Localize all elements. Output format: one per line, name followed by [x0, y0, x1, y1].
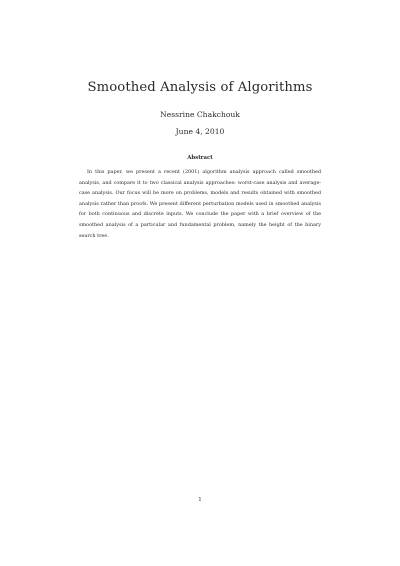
paper-title: Smoothed Analysis of Algorithms — [87, 80, 313, 95]
page-number: 1 — [198, 497, 202, 503]
author-name: Nessrine Chakchouk — [160, 110, 240, 119]
abstract-heading: Abstract — [187, 155, 213, 161]
abstract-text: In this paper, we present a recent (2001) algorithm analysis approach called smoothed analysis, and compare it to two classical analysis approaches: worst-case analysis and average-case analysis. Our focus will be more on problems, models and results obtained with smoothed analysis rather than proofs. We present different perturbation models used in smoothed analysis for both continuous and discrete inputs. We conclude the paper with a brief overview of the smoothed analysis of a particular and fundamental problem, namely the height of the binary search tree. — [79, 169, 321, 239]
paper-date: June 4, 2010 — [175, 127, 225, 136]
